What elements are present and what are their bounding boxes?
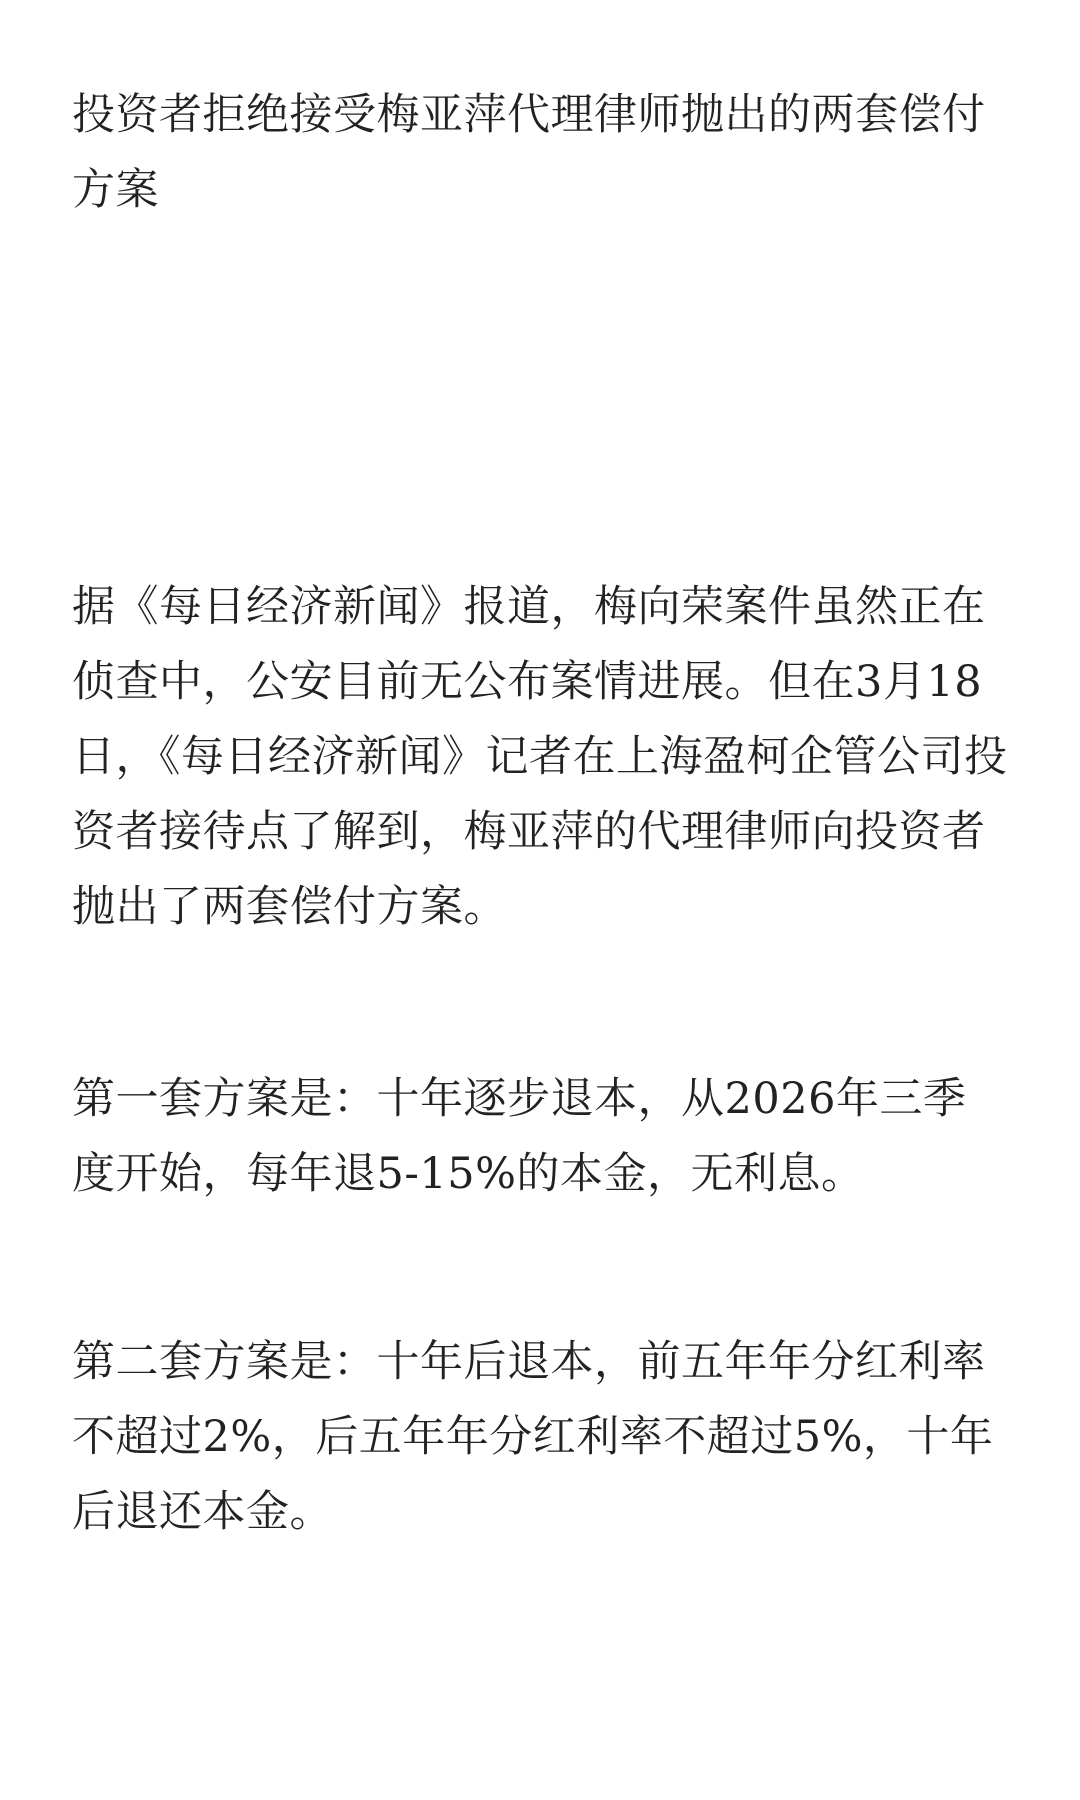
plan-one-paragraph: 第一套方案是：十年逐步退本，从2026年三季度开始，每年退5-15%的本金，无利息。 xyxy=(72,1074,967,1199)
plan-two-paragraph: 第二套方案是：十年后退本，前五年年分红利率不超过2%，后五年年分红利率不超过5%，十年后退还本金。 xyxy=(72,1337,994,1537)
article-heading: 投资者拒绝接受梅亚萍代理律师抛出的两套偿付方案 xyxy=(72,90,986,215)
intro-paragraph: 据《每日经济新闻》报道，梅向荣案件虽然正在侦查中，公安目前无公布案情进展。但在3月18日，《每日经济新闻》记者在上海盈柯企管公司投资者接待点了解到，梅亚萍的代理律师向投资者抛出了两套偿付方案。 xyxy=(72,582,1008,932)
